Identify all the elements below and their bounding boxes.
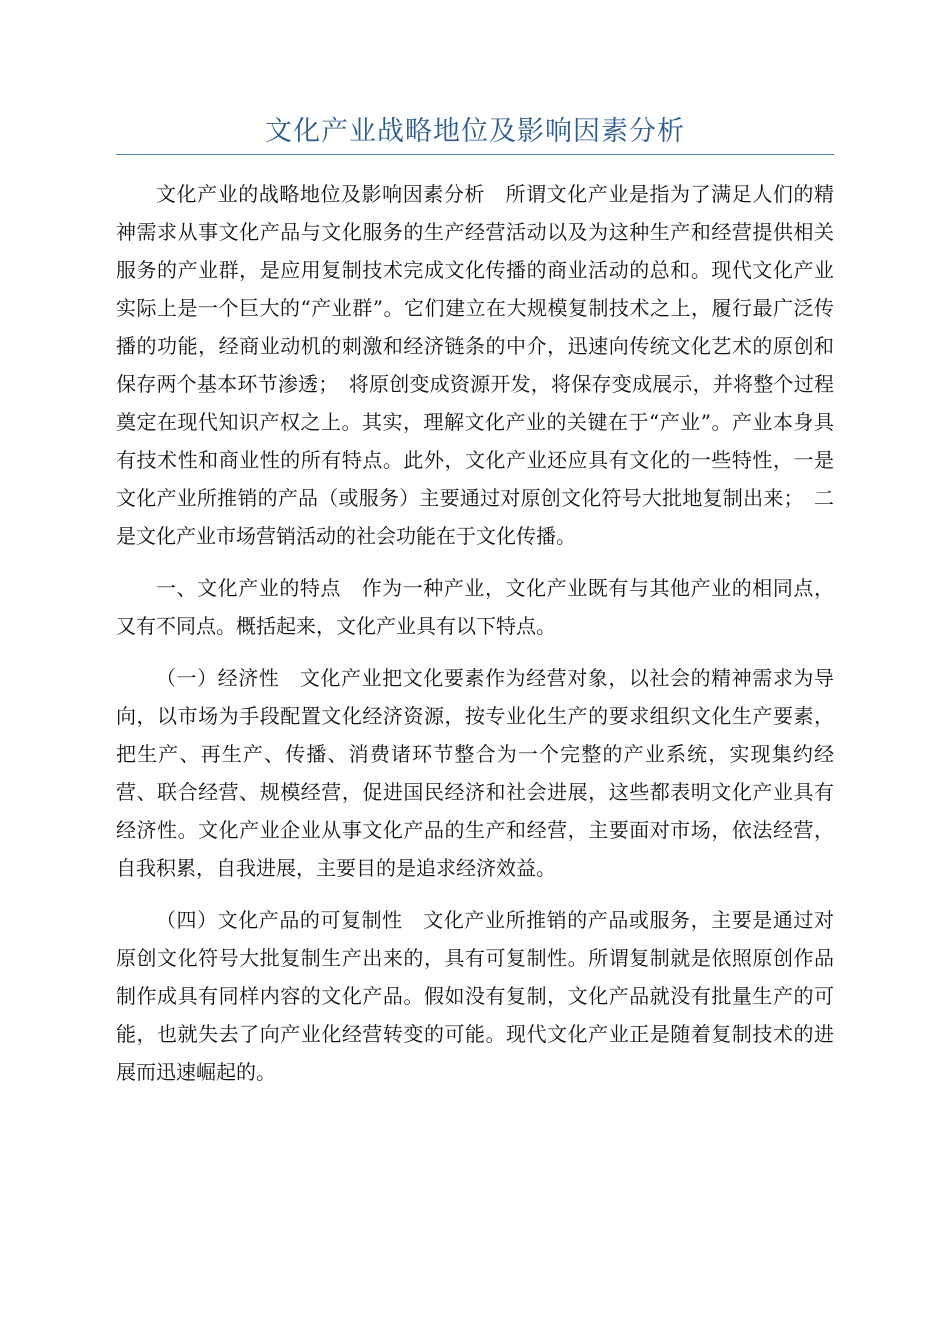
document-body	[116, 175, 834, 1105]
paragraph-characteristics: 一、文化产业的特点 作为一种产业，文化产业既有与其他产业的相同点，又有不同点。概括起来，文化产业具有以下特点。	[116, 576, 834, 638]
document-title: 文化产业战略地位及影响因素分析	[265, 116, 685, 147]
paragraph-intro: 文化产业的战略地位及影响因素分析 所谓文化产业是指为了满足人们的精神需求从事文化产品与文化服务的生产经营活动以及为这种生产和经营提供相关服务的产业群，是应用复制技术完成文化传播的商业活动的总和。现代文化产业实际上是一个巨大的“产业群”。它们建立在大规模复制技术之上，履行最广泛传播的功能，经商业动机的刺激和经济链条的中介，迅速向传统文化艺术的原创和保存两个基本环节渗透； 将原创变成资源开发，将保存变成展示，并将整个过程奠定在现代知识产权之上。其实，理解文化产业的关键在于“产业”。产业本身具有技术性和商业性的所有特点。此外，文化产业还应具有文化的一些特性，一是文化产业所推销的产品（或服务）主要通过对原创文化符号大批地复制出来； 二是文化产业市场营销活动的社会功能在于文化传播。	[116, 182, 834, 548]
paragraph-reproducibility: （四）文化产品的可复制性 文化产业所推销的产品或服务，主要是通过对原创文化符号大批复制生产出来的，具有可复制性。所谓复制就是依照原创作品制作成具有同样内容的文化产品。假如没有复制，文化产品就没有批量生产的可能，也就失去了向产业化经营转变的可能。现代文化产业正是随着复制技术的进展而迅速崛起的。	[116, 908, 834, 1084]
title-underline	[116, 154, 834, 155]
paragraph-economic: （一）经济性 文化产业把文化要素作为经营对象，以社会的精神需求为导向，以市场为手段配置文化经济资源，按专业化生产的要求组织文化生产要素，把生产、再生产、传播、消费诸环节整合为一个完整的产业系统，实现集约经营、联合经营、规模经营，促进国民经济和社会进展，这些都表明文化产业具有经济性。文化产业企业从事文化产品的生产和经营，主要面对市场，依法经营，自我积累，自我进展，主要目的是追求经济效益。	[116, 666, 834, 880]
